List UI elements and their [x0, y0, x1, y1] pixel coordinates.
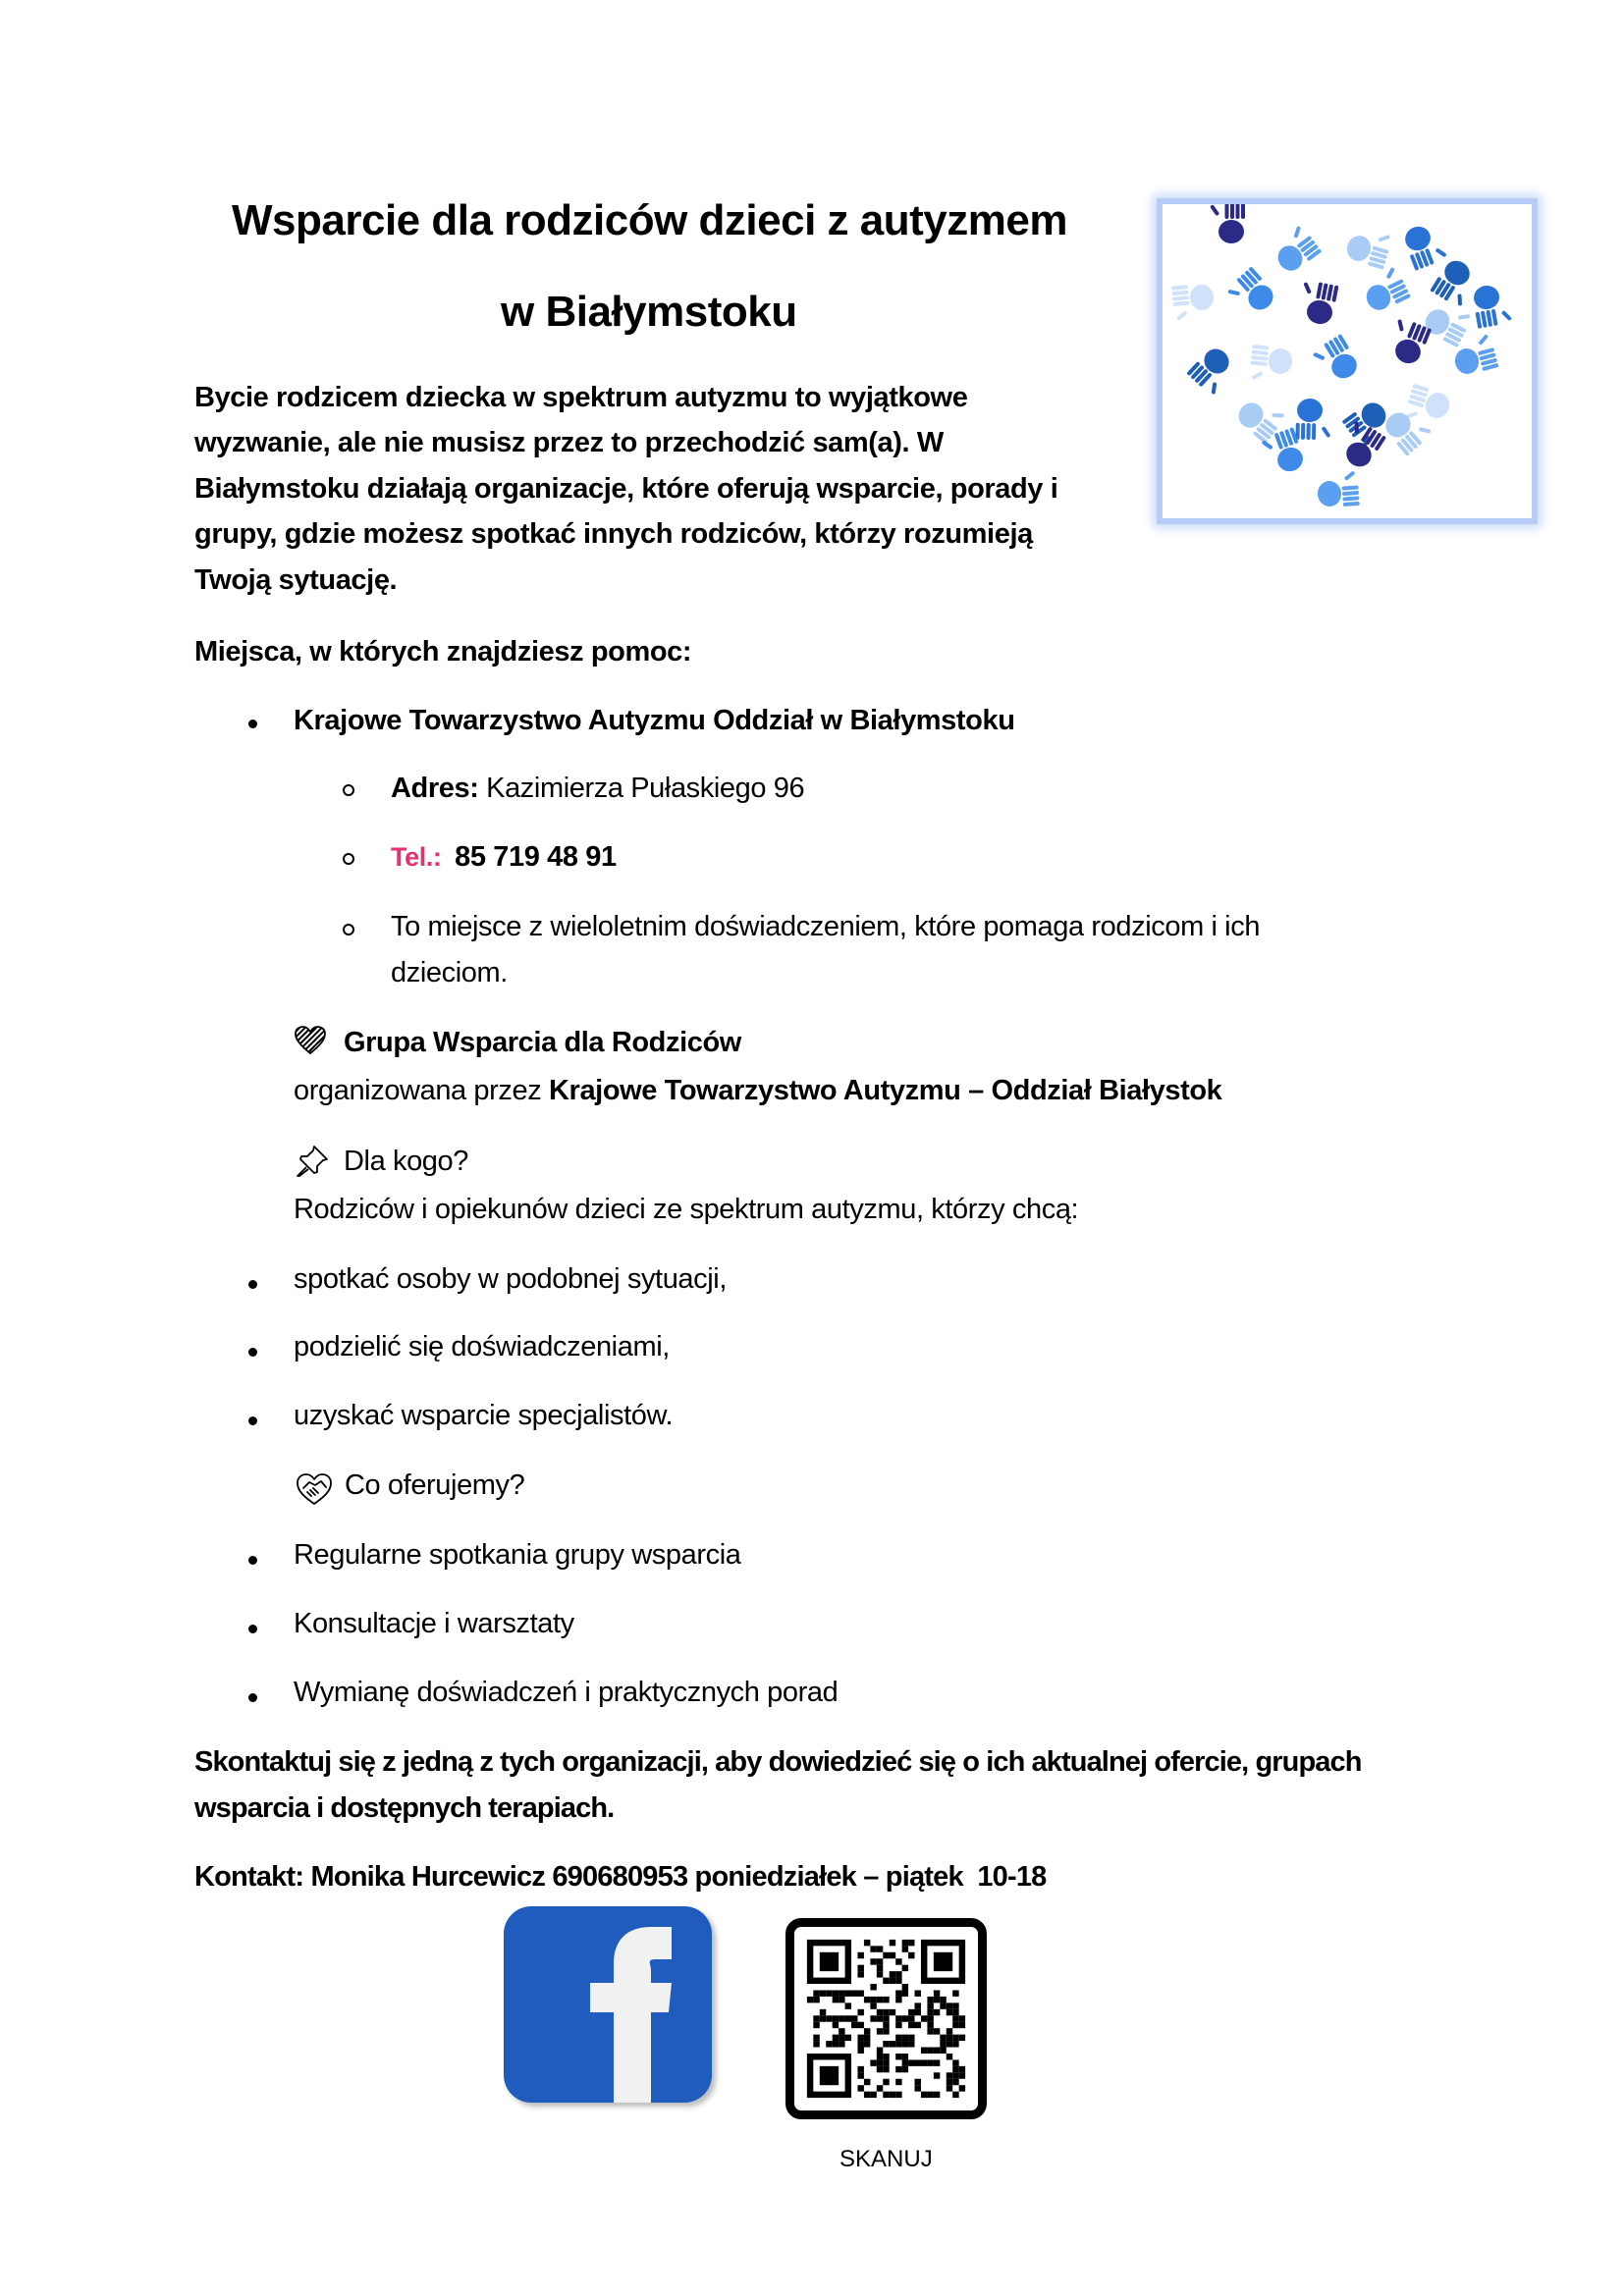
qr-module [890, 2041, 895, 2047]
qr-module [902, 1990, 908, 1996]
qr-module [902, 2059, 908, 2065]
qr-module [908, 2035, 914, 2041]
qr-module [908, 2022, 914, 2028]
qr-module [959, 2015, 965, 2021]
qr-module [915, 2085, 921, 2091]
qr-module [883, 1978, 889, 1984]
bullet [248, 1416, 257, 1425]
qr-module [857, 2048, 863, 2054]
qr-module [952, 2066, 958, 2072]
qr-module [959, 2085, 965, 2091]
page-title-line2: w Białymstoku [501, 288, 797, 336]
offer-heading: Co oferujemy? [345, 1469, 525, 1501]
hand-print [1210, 204, 1245, 243]
qr-module [940, 2041, 946, 2047]
closing-line1: Skontaktuj się z jedną z tych organizacji, aby dowiedzieć się o ich aktualnej ofercie, grupach [194, 1746, 1362, 1778]
qr-module [927, 2015, 933, 2021]
qr-module [952, 2009, 958, 2015]
qr-module [877, 1958, 883, 1964]
contact-line: Kontakt: Monika Hurcewicz 690680953 poniedziałek – piątek 10-18 [194, 1861, 1047, 1893]
qr-module [826, 1990, 832, 1996]
qr-module [883, 1952, 889, 1958]
qr-module [864, 2079, 870, 2085]
qr-module [895, 2015, 901, 2021]
qr-module [952, 2035, 958, 2041]
intro-line: Bycie rodzicem dziecka w spektrum autyzmu to wyjątkowe [194, 382, 968, 413]
qr-module [857, 2072, 863, 2078]
qr-module [947, 2072, 952, 2078]
intro-line: Twoją sytuację. [194, 564, 398, 596]
qr-module [940, 2002, 946, 2008]
qr-module [857, 1971, 863, 1977]
intro-line: grupy, gdzie możesz spotkać innych rodziców, którzy rozumieją [194, 518, 1033, 550]
qr-module [833, 2015, 839, 2021]
qr-module [890, 1978, 895, 1984]
qr-code[interactable] [785, 1918, 987, 2119]
qr-module [845, 2002, 851, 2008]
hand-print [1421, 297, 1474, 347]
qr-module [952, 2059, 958, 2065]
qr-module [851, 2022, 857, 2028]
bullet [248, 1348, 257, 1357]
qr-module [813, 2015, 819, 2021]
qr-module [927, 1997, 933, 2002]
hand-print [1311, 334, 1362, 388]
qr-module [895, 2092, 901, 2098]
qr-module [952, 2092, 958, 2098]
qr-module [959, 2066, 965, 2072]
qr-module [927, 2009, 933, 2015]
organizer-name: Krajowe Towarzystwo Autyzmu – Oddział Białystok [549, 1075, 1222, 1106]
qr-module [902, 1965, 908, 1971]
qr-module [833, 1990, 839, 1996]
page-title-line1: Wsparcie dla rodziców dzieci z autyzmem [232, 196, 1067, 244]
qr-module [895, 1958, 901, 1964]
qr-module [883, 2079, 889, 2085]
qr-module [883, 2054, 889, 2059]
qr-module [857, 2009, 863, 2015]
qr-module [813, 1997, 819, 2002]
qr-module [877, 2048, 883, 2054]
qr-module [915, 2079, 921, 2085]
qr-module [864, 1940, 870, 1946]
hand-print [1295, 399, 1331, 441]
qr-module [934, 2059, 940, 2065]
qr-module [934, 2028, 940, 2034]
qr-module [934, 2092, 940, 2098]
qr-module [952, 2015, 958, 2021]
hand-print [1296, 279, 1338, 326]
qr-module [870, 1946, 876, 1951]
qr-module [857, 2022, 863, 2028]
qr-module [934, 1952, 952, 1971]
qr-module [915, 2002, 921, 2008]
offer-item: Konsultacje i warsztaty [294, 1608, 574, 1639]
qr-module [820, 1952, 839, 1971]
qr-module [877, 1971, 883, 1977]
qr-module [877, 2059, 883, 2065]
qr-module [845, 2015, 851, 2021]
qr-module [895, 1990, 901, 1996]
hand-print [1249, 345, 1294, 384]
hand-print [1359, 265, 1412, 315]
facebook-logo-icon[interactable] [504, 1906, 712, 2103]
qr-module [902, 2066, 908, 2072]
qr-module [902, 1940, 908, 1946]
qr-module [940, 1997, 946, 2002]
phone-label: Tel.: [391, 842, 442, 872]
for-whom-item: podzielić się doświadczeniami, [294, 1331, 670, 1362]
qr-module [820, 1990, 826, 1996]
intro-line: wyzwanie, ale nie musisz przez to przechodzić sam(a). W [194, 427, 944, 458]
bullet [248, 1280, 257, 1289]
hand-print [1383, 316, 1432, 367]
qr-module [883, 2066, 889, 2072]
org-description-line2: dzieciom. [391, 957, 508, 988]
pushpin-icon [295, 1144, 330, 1184]
qr-module [908, 1952, 914, 1958]
qr-module [902, 2035, 908, 2041]
qr-module [952, 2002, 958, 2008]
hand-print [1233, 391, 1287, 444]
qr-module [826, 2041, 832, 2047]
qr-module [947, 2085, 952, 2091]
qr-module [864, 1997, 870, 2002]
qr-module [883, 2022, 889, 2028]
qr-module [947, 2041, 952, 2047]
qr-module [921, 2015, 927, 2021]
qr-module [934, 1990, 940, 1996]
qr-module [870, 2092, 876, 2098]
qr-module [908, 2009, 914, 2015]
for-whom-heading: Dla kogo? [344, 1146, 468, 1177]
qr-module [940, 2048, 946, 2054]
qr-module [890, 1940, 895, 1946]
qr-module [883, 2059, 889, 2065]
qr-module [813, 2022, 819, 2028]
qr-module [927, 2028, 933, 2034]
qr-module [833, 2022, 839, 2028]
qr-module [870, 2002, 876, 2008]
qr-module [921, 2059, 927, 2065]
for-whom-item: spotkać osoby w podobnej sytuacji, [294, 1263, 727, 1295]
sub-bullet [343, 784, 354, 796]
hand-print [1344, 225, 1393, 270]
hand-print [1268, 223, 1322, 276]
qr-module [952, 2079, 958, 2085]
org-name: Krajowe Towarzystwo Autyzmu Oddział w Białymstoku [294, 705, 1015, 736]
organizer-prefix: organizowana przez [294, 1075, 542, 1106]
for-whom-intro: Rodziców i opiekunów dzieci ze spektrum autyzmu, którzy chcą: [294, 1194, 1079, 1225]
qr-module [959, 2022, 965, 2028]
qr-module [908, 2059, 914, 2065]
qr-module [934, 2009, 940, 2015]
bullet [248, 1693, 257, 1702]
qr-module [839, 2028, 844, 2034]
qr-module [908, 2041, 914, 2047]
qr-module [952, 1990, 958, 1996]
qr-module [877, 2028, 883, 2034]
handshake-heart-icon [296, 1472, 333, 1511]
qr-module [895, 2022, 901, 2028]
closing-line2: wsparcia i dostępnych terapiach. [194, 1792, 615, 1824]
qr-code-graphic [794, 1927, 978, 2110]
qr-module [839, 1990, 844, 1996]
qr-module [890, 1952, 895, 1958]
qr-module [952, 2041, 958, 2047]
qr-module [895, 1978, 901, 1984]
hand-print [1380, 402, 1435, 456]
qr-module [877, 2066, 883, 2072]
qr-module [877, 1946, 883, 1951]
qr-module [895, 2035, 901, 2041]
qr-module [877, 1965, 883, 1971]
qr-module [883, 2028, 889, 2034]
qr-module [820, 2009, 826, 2015]
hand-print [1471, 282, 1513, 329]
qr-module [902, 1984, 908, 1990]
qr-module [883, 2092, 889, 2098]
qr-module [839, 2035, 844, 2041]
qr-module [883, 2009, 889, 2015]
qr-module [947, 2054, 952, 2059]
qr-module [883, 2041, 889, 2047]
qr-module [845, 1990, 851, 1996]
qr-module [915, 1990, 921, 1996]
sub-bullet [343, 924, 354, 935]
qr-module [895, 1971, 901, 1977]
qr-module [813, 1990, 819, 1996]
qr-module [870, 1997, 876, 2002]
qr-module [927, 2048, 933, 2054]
qr-module [934, 1997, 940, 2002]
qr-module [895, 1997, 901, 2002]
qr-module [915, 2022, 921, 2028]
qr-module [857, 2035, 863, 2041]
qr-module [813, 2041, 819, 2047]
qr-module [890, 1971, 895, 1977]
qr-module [895, 2079, 901, 2085]
qr-module [883, 2015, 889, 2021]
qr-module [947, 2028, 952, 2034]
qr-module [915, 2059, 921, 2065]
qr-module [895, 2054, 901, 2059]
hands-heart-image [1157, 198, 1538, 524]
qr-module [864, 2041, 870, 2047]
bullet [248, 1625, 257, 1633]
hand-print [1225, 266, 1279, 320]
address-value: Kazimierza Pułaskiego 96 [486, 773, 805, 804]
qr-module [921, 2092, 927, 2098]
qr-module [857, 1990, 863, 1996]
qr-module [864, 2035, 870, 2041]
address-label: Adres: [391, 773, 479, 804]
qr-module [857, 2085, 863, 2091]
qr-module [851, 2015, 857, 2021]
qr-module [927, 2002, 933, 2008]
qr-module [870, 2015, 876, 2021]
qr-module [934, 2048, 940, 2054]
qr-module [839, 2041, 844, 2047]
striped-heart-icon [295, 1026, 326, 1060]
qr-module [833, 2041, 839, 2047]
qr-module [870, 1958, 876, 1964]
qr-module [895, 2041, 901, 2047]
qr-module [877, 2085, 883, 2091]
qr-module [921, 2048, 927, 2054]
qr-module [857, 1952, 863, 1958]
qr-module [952, 2022, 958, 2028]
hand-print [1403, 384, 1453, 430]
intro-line: Białymstoku działają organizacje, które oferują wsparcie, porady i [194, 473, 1058, 505]
qr-module [927, 2059, 933, 2065]
qr-module [833, 2035, 839, 2041]
offer-item: Wymianę doświadczeń i praktycznych porad [294, 1677, 839, 1708]
qr-module [908, 1940, 914, 1946]
qr-module [890, 2009, 895, 2015]
qr-module [947, 2079, 952, 2085]
qr-module [820, 2066, 839, 2085]
qr-module [851, 1990, 857, 1996]
hands-heart-graphic [1163, 204, 1532, 518]
hand-print [1430, 255, 1482, 309]
bullet [248, 1556, 257, 1565]
qr-module [864, 2028, 870, 2034]
qr-module [877, 2054, 883, 2059]
phone-value: 85 719 48 91 [455, 841, 617, 873]
qr-module [940, 2035, 946, 2041]
qr-module [915, 2009, 921, 2015]
qr-module [952, 2072, 958, 2078]
hand-print [1171, 283, 1216, 321]
qr-module [877, 2015, 883, 2021]
org-description-line1: To miejsce z wieloletnim doświadczeniem, które pomaga rodzicom i ich [391, 911, 1261, 942]
qr-caption: SKANUJ [839, 2146, 933, 2172]
qr-module [895, 2066, 901, 2072]
sub-bullet [343, 853, 354, 865]
qr-module [877, 2009, 883, 2015]
qr-module [833, 1997, 839, 2002]
qr-module [857, 2066, 863, 2072]
support-group-organizer [294, 1075, 1221, 1107]
for-whom-item: uzyskać wsparcie specjalistów. [294, 1400, 674, 1431]
qr-module [857, 2041, 863, 2047]
address-line [391, 773, 804, 805]
qr-module [820, 2015, 826, 2021]
support-group-title: Grupa Wsparcia dla Rodziców [344, 1027, 741, 1058]
qr-module [934, 2072, 940, 2078]
qr-module [890, 2092, 895, 2098]
qr-module [826, 2015, 832, 2021]
qr-module [870, 2059, 876, 2065]
qr-module [902, 2041, 908, 2047]
hand-print [1186, 344, 1240, 398]
qr-module [839, 2015, 844, 2021]
qr-module [839, 1997, 844, 2002]
qr-module [959, 2035, 965, 2041]
qr-module [813, 2035, 819, 2041]
hand-print [1316, 470, 1359, 508]
qr-module [947, 2002, 952, 2008]
qr-module [883, 1997, 889, 2002]
places-heading: Miejsca, w których znajdziesz pomoc: [194, 636, 692, 667]
qr-module [959, 2072, 965, 2078]
qr-module [927, 2022, 933, 2028]
phone-line [391, 841, 617, 874]
qr-module [877, 1997, 883, 2002]
qr-module [807, 1997, 813, 2002]
qr-module [902, 2015, 908, 2021]
offer-item: Regularne spotkania grupy wsparcia [294, 1539, 741, 1571]
qr-module [927, 2092, 933, 2098]
qr-module [857, 1965, 863, 1971]
qr-module [947, 2009, 952, 2015]
bullet [248, 720, 257, 728]
qr-module [908, 2015, 914, 2021]
qr-module [845, 2035, 851, 2041]
qr-module [947, 2035, 952, 2041]
hand-print [1401, 220, 1449, 271]
qr-module [864, 2092, 870, 2098]
qr-module [870, 1984, 876, 1990]
qr-module [902, 1946, 908, 1951]
qr-module [902, 2054, 908, 2059]
